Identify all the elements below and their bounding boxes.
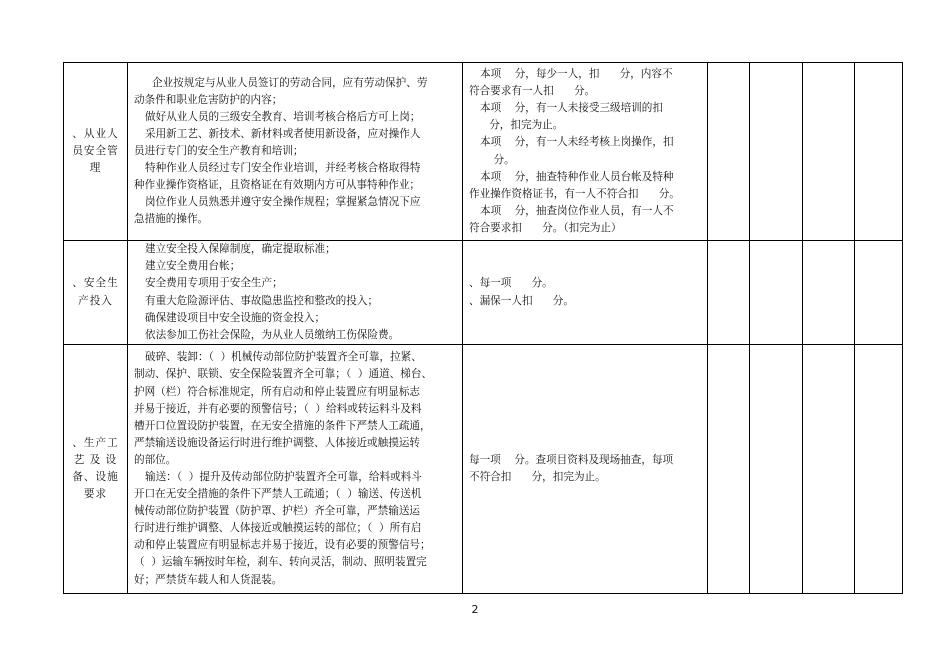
category-line: 员安全管 <box>72 144 119 157</box>
requirement-line: 动条件和职业危害防护的内容； <box>134 93 283 106</box>
requirement-line: 开口在无安全措施的条件下严禁人工疏通；（ ）输送、传送机 <box>134 488 422 501</box>
empty-score-cell <box>750 241 803 345</box>
scoring-line: 本项 分，有一人未经考核上岗操作，扣 <box>480 136 674 149</box>
requirement-line: 岗位作业人员熟悉并遵守安全操作规程；掌握紧急情况下应 <box>145 196 421 209</box>
requirement-cell <box>128 241 463 345</box>
requirement-cell <box>128 63 463 241</box>
empty-score-cell <box>803 63 855 241</box>
empty-score-cell <box>855 241 903 345</box>
scoring-line: 本项 分，抽查岗位作业人员，有一人不 <box>480 204 674 217</box>
requirement-line: 有重大危险源评估、事故隐患监控和整改的投入； <box>145 294 379 307</box>
scoring-line: 符合要求扣 分。（扣完为止） <box>469 221 622 234</box>
requirement-line: 做好从业人员的三级安全教育、培训考核合格后方可上岗； <box>145 110 421 123</box>
requirement-line: 企业按规定与从业人员签订的劳动合同，应有劳动保护、劳 <box>152 76 428 89</box>
category-line: 、生产工 <box>72 436 119 449</box>
requirement-line: 制动、保护、联锁、安全保险装置齐全可靠；（ ）通道、梯台、 <box>134 368 433 381</box>
requirement-line: 械传动部位防护装置（防护罩、护栏）齐全可靠，严禁输送运 <box>134 505 421 518</box>
empty-score-cell <box>750 63 803 241</box>
requirement-line: 建立安全投入保障制度，确定提取标准； <box>145 243 336 256</box>
requirement-line: 行时进行维护调整、人体接近或触摸运转的部位；（ ）所有启 <box>134 522 422 535</box>
table-row <box>64 63 903 241</box>
requirement-line: 护网（栏）符合标准规定，所有启动和停止装置应有明显标志 <box>134 385 421 398</box>
scoring-line: 、漏保一人扣 分。 <box>469 294 574 307</box>
category-line: 、安全生 <box>72 277 119 290</box>
requirement-line: 急措施的操作。 <box>134 213 209 226</box>
requirement-line: 的部位。 <box>134 453 177 466</box>
scoring-line: 符合要求有一人扣 分。 <box>469 85 596 98</box>
requirement-line: （ ）运输车辆按时年检，刹车、转向灵活，制动、照明装置完 <box>134 556 427 569</box>
scoring-line: 不符合扣 分，扣完为止。 <box>469 471 606 483</box>
category-line: 要求 <box>83 488 108 501</box>
inspection-table <box>63 62 903 594</box>
scoring-line: 本项 分，有一人未接受三级培训的扣 <box>480 102 663 115</box>
empty-score-cell <box>708 241 750 345</box>
scoring-line: 、每一项 分。 <box>469 277 553 290</box>
requirement-line: 槽开口位置设防护装置，在无安全措施的条件下严禁人工疏通， <box>134 419 431 432</box>
requirement-line: 并易于接近，并有必要的预警信号；（ ）给料或转运料斗及料 <box>134 402 422 415</box>
scoring-line: 分。 <box>480 153 515 166</box>
requirement-line: 输送：（ ）提升及传动部位防护装置齐全可靠，给料或料斗 <box>145 471 422 483</box>
scoring-line: 本项 分，每少一人，扣 分，内容不 <box>480 68 673 81</box>
requirement-line: 采用新工艺、新技术、新材料或者使用新设备，应对操作人 <box>145 127 421 140</box>
scoring-line: 分，扣完为止。 <box>469 119 564 132</box>
requirement-line: 特种作业人员经过专门安全作业培训，并经考核合格取得特 <box>145 162 421 175</box>
category-line: 、从业人 <box>72 127 119 140</box>
scoring-cell <box>463 345 708 594</box>
category-cell <box>64 345 128 594</box>
requirement-line: 依法参加工伤社会保险，为从业人员缴纳工伤保险费。 <box>145 328 400 341</box>
table-row <box>64 241 903 345</box>
requirement-line: 严禁输送设施设备运行时进行维护调整、人体接近或触摸运转 <box>134 436 421 449</box>
scoring-cell <box>463 63 708 241</box>
requirement-line: 安全费用专项用于安全生产； <box>145 277 283 290</box>
empty-score-cell <box>708 345 750 594</box>
requirement-line: 动和停止装置应有明显标志并易于接近，设有必要的预警信号； <box>134 539 431 552</box>
requirement-line: 确保建设项目中安全设施的资金投入； <box>145 311 326 324</box>
table-row <box>64 345 903 594</box>
category-line: 理 <box>89 162 102 175</box>
scoring-line: 每一项 分。查项目资料及现场抽查，每项 <box>469 453 674 466</box>
empty-score-cell <box>803 241 855 345</box>
category-line: 艺 及 设 <box>73 453 118 466</box>
requirement-cell <box>128 345 463 594</box>
requirement-line: 种作业操作资格证，且资格证在有效期内方可从事特种作业； <box>134 179 421 192</box>
requirement-line: 好；严禁货车载人和人货混装。 <box>134 573 283 586</box>
empty-score-cell <box>803 345 855 594</box>
scoring-cell <box>463 241 708 345</box>
category-line: 备、设施 <box>72 471 119 483</box>
category-cell <box>64 63 128 241</box>
empty-score-cell <box>708 63 750 241</box>
empty-score-cell <box>855 345 903 594</box>
page-number: 2 <box>471 603 479 616</box>
category-line: 产投入 <box>78 294 113 307</box>
scoring-line: 作业操作资格证书，有一人不符合扣 分。 <box>469 187 680 200</box>
requirement-line: 破碎、装卸：（ ）机械传动部位防护装置齐全可靠，拉紧、 <box>145 351 422 364</box>
scoring-line: 本项 分，抽查特种作业人员台帐及特种 <box>480 170 674 183</box>
category-cell <box>64 241 128 345</box>
requirement-line: 员进行专门的安全生产教育和培训； <box>134 144 304 157</box>
requirement-line: 建立安全费用台帐； <box>145 260 241 273</box>
empty-score-cell <box>750 345 803 594</box>
empty-score-cell <box>855 63 903 241</box>
